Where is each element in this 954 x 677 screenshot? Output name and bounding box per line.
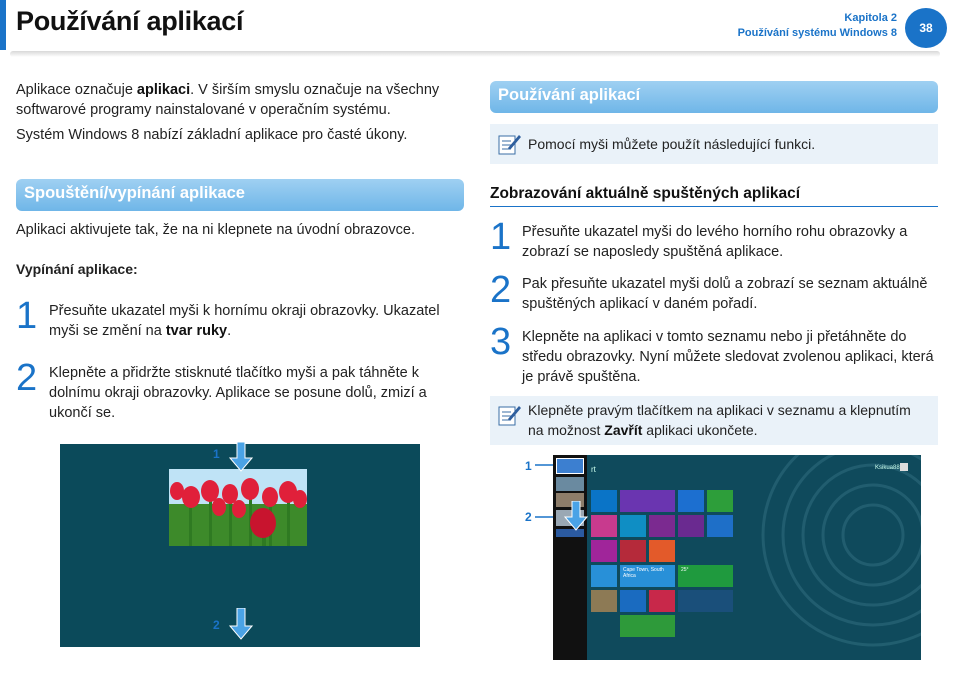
finance-tile[interactable] xyxy=(678,565,733,587)
step-number: 1 xyxy=(490,216,512,258)
note-text: Klepněte pravým tlačítkem na aplikaci v seznamu a klepnutím na možnost Zavřít aplikaci ukončete. xyxy=(528,402,911,438)
page-title: Používání aplikací xyxy=(16,6,244,36)
arrow-down-icon xyxy=(229,608,253,640)
switcher-item[interactable] xyxy=(556,458,584,474)
note-pencil-icon xyxy=(496,132,522,156)
user-avatar[interactable] xyxy=(900,463,908,471)
arrow-down-icon xyxy=(229,442,253,472)
section-title-start-stop: Spouštění/vypínání aplikace xyxy=(16,179,464,211)
figure-label-2: 2 xyxy=(525,510,532,524)
tulip-photo xyxy=(169,469,307,546)
figure-label-1: 1 xyxy=(525,459,532,473)
app-switcher-bar[interactable] xyxy=(553,455,587,660)
start-screen-figure xyxy=(553,455,921,660)
step-number: 3 xyxy=(490,321,512,363)
ie-tile[interactable] xyxy=(678,490,704,512)
maps-tile[interactable] xyxy=(678,515,704,537)
switcher-item[interactable] xyxy=(556,477,584,491)
finance-tile-text: 25° xyxy=(681,567,689,573)
header-accent-bar xyxy=(0,0,6,50)
intro-paragraph-1: Aplikace označuje aplikaci. V širším smyslu označuje na všechny softwarové programy nainstalované v operačním systému. xyxy=(16,82,440,118)
desktop-tile[interactable] xyxy=(678,590,733,612)
page-number: 38 xyxy=(905,8,947,48)
music-tile[interactable] xyxy=(649,540,675,562)
chapter-info xyxy=(738,11,897,41)
chapter-label: Kapitola 2 xyxy=(844,12,897,24)
background-swirl xyxy=(733,455,921,660)
news-tile[interactable] xyxy=(620,590,646,612)
note-text: Pomocí myši můžete použít následující funkci. xyxy=(528,136,816,152)
travel-tile-text: Cape Town, South Africa xyxy=(623,567,664,579)
note-box xyxy=(490,396,938,445)
skydrive-tile[interactable] xyxy=(707,515,733,537)
calendar-tile[interactable] xyxy=(620,490,675,512)
people-tile[interactable] xyxy=(591,515,617,537)
note-box xyxy=(490,124,938,164)
close-app-figure xyxy=(60,444,420,647)
travel-tile[interactable] xyxy=(620,565,675,587)
intro-paragraph-2: Systém Windows 8 nabízí základní aplikace pro časté úkony. xyxy=(16,127,408,143)
activate-text: Aplikaci aktivujete tak, že na ni klepnete na úvodní obrazovce. xyxy=(16,222,415,238)
step-number: 2 xyxy=(16,357,38,399)
step-number: 2 xyxy=(490,269,512,311)
step-text: Přesuňte ukazatel myši do levého horního rohu obrazovky a zobrazí se naposledy spuštěná aplikace. xyxy=(522,224,908,260)
start-label: rt xyxy=(591,465,596,474)
figure-label-2: 2 xyxy=(213,618,220,632)
xbox-tile[interactable] xyxy=(620,615,675,637)
photos-tile[interactable] xyxy=(620,515,646,537)
mail-tile[interactable] xyxy=(591,490,617,512)
note-pencil-icon xyxy=(496,403,522,427)
store-tile[interactable] xyxy=(707,490,733,512)
step-text: Klepněte a přidržte stisknuté tlačítko myši a pak táhněte k dolnímu okraji obrazovky. Aplikace se posune dolů, zmizí a ukončí se. xyxy=(49,365,427,421)
step-number: 1 xyxy=(16,295,38,337)
camera-tile[interactable] xyxy=(649,590,675,612)
header-divider xyxy=(10,51,940,57)
games-tile[interactable] xyxy=(649,515,675,537)
chapter-subtitle: Používání systému Windows 8 xyxy=(737,27,897,39)
video-tile[interactable] xyxy=(620,540,646,562)
photo-tile[interactable] xyxy=(591,590,617,612)
step-text: Klepněte na aplikaci v tomto seznamu nebo ji přetáhněte do středu obrazovky. Nyní můžete sledovat zvolenou aplikaci, která je právě spuštěna. xyxy=(522,329,934,385)
section-title-using-apps: Používání aplikací xyxy=(490,81,938,113)
messaging-tile[interactable] xyxy=(591,540,617,562)
user-name: Ksikua88 xyxy=(875,465,900,471)
tulips-image xyxy=(169,469,307,546)
subheading-underline xyxy=(490,206,938,207)
step-text: Pak přesuňte ukazatel myši dolů a zobrazí se seznam aktuálně spuštěných aplikací v daném pořadí. xyxy=(522,276,928,312)
subheading: Zobrazování aktuálně spuštěných aplikací xyxy=(490,185,801,202)
close-heading: Vypínání aplikace: xyxy=(16,261,138,277)
weather-tile[interactable] xyxy=(591,565,617,587)
arrow-down-icon xyxy=(564,501,588,531)
step-text: Přesuňte ukazatel myši k hornímu okraji obrazovky. Ukazatel myši se změní na tvar ruky. xyxy=(49,303,440,339)
figure-label-1: 1 xyxy=(213,447,220,461)
